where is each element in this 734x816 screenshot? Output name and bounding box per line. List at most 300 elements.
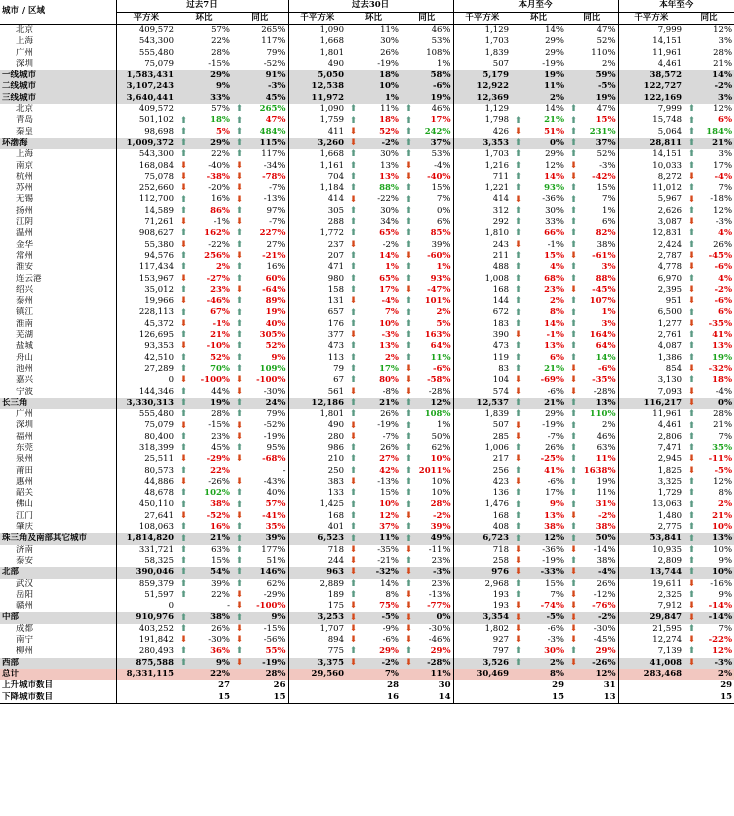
change-value: 1% xyxy=(602,205,616,216)
change-value: -58% xyxy=(427,375,451,386)
area-cell xyxy=(288,104,346,115)
arrow-up-icon: ⬆ xyxy=(404,646,413,657)
change-cell xyxy=(684,364,734,375)
area-cell xyxy=(453,409,511,420)
arrow-up-icon: ⬆ xyxy=(179,612,188,623)
area-cell xyxy=(116,454,176,465)
change-value: 36% xyxy=(210,646,230,657)
change-cell xyxy=(566,545,618,556)
area-value: 383 xyxy=(327,476,344,487)
change-cell xyxy=(176,353,232,364)
area-cell xyxy=(618,81,684,92)
area-cell xyxy=(618,161,684,172)
area-value: 280 xyxy=(327,431,344,442)
area-cell xyxy=(288,409,346,420)
area-value: 280,493 xyxy=(138,646,174,657)
change-value: -3% xyxy=(267,81,286,92)
change-value: 8% xyxy=(718,488,733,499)
change-cell xyxy=(566,285,618,296)
city-name: 池州 xyxy=(16,363,34,374)
area-value: 7,093 xyxy=(657,386,683,397)
arrow-up-icon: ⬆ xyxy=(687,623,696,634)
area-cell xyxy=(453,579,511,590)
change-value: 67% xyxy=(210,307,230,318)
city-name: 常州 xyxy=(16,250,34,261)
area-value: 75,079 xyxy=(144,420,174,431)
area-cell xyxy=(618,375,684,386)
area-cell xyxy=(116,262,176,273)
change-value: -19% xyxy=(263,431,286,442)
change-cell xyxy=(232,115,288,126)
change-cell xyxy=(401,93,453,104)
change-cell xyxy=(176,81,232,92)
area-cell xyxy=(116,420,176,431)
change-value: -33% xyxy=(540,567,565,578)
change-value: 47% xyxy=(596,25,616,35)
change-cell xyxy=(566,217,618,228)
area-value: 7,999 xyxy=(657,104,683,115)
change-cell xyxy=(566,590,618,601)
change-value: 23% xyxy=(210,284,230,295)
area-cell xyxy=(453,511,511,522)
change-cell xyxy=(401,364,453,375)
arrow-down-icon: ⬇ xyxy=(179,341,188,352)
change-value: 3% xyxy=(718,92,733,103)
change-value: 7% xyxy=(550,589,565,600)
arrow-up-icon: ⬆ xyxy=(569,126,578,137)
area-cell xyxy=(618,466,684,477)
change-cell xyxy=(401,228,453,239)
change-cell xyxy=(176,262,232,273)
arrow-up-icon: ⬆ xyxy=(404,341,413,352)
change-value: 21% xyxy=(210,330,230,341)
change-value: -4% xyxy=(434,160,451,171)
change-value: -16% xyxy=(710,578,733,589)
change-cell xyxy=(511,635,566,646)
area-value: 1,583,431 xyxy=(126,70,174,81)
change-cell xyxy=(401,387,453,398)
change-cell xyxy=(684,635,734,646)
arrow-down-icon: ⬇ xyxy=(235,375,244,386)
arrow-up-icon: ⬆ xyxy=(179,488,188,499)
area-value: 1,090 xyxy=(319,104,344,115)
change-cell xyxy=(566,522,618,533)
change-cell xyxy=(511,658,566,669)
arrow-up-icon: ⬆ xyxy=(404,352,413,363)
area-cell xyxy=(288,398,346,409)
change-cell xyxy=(176,70,232,81)
change-cell xyxy=(684,567,734,578)
change-cell xyxy=(176,590,232,601)
area-value: 4,461 xyxy=(657,58,683,69)
region-summary-row xyxy=(0,658,734,669)
area-value: 144,346 xyxy=(138,386,174,397)
area-value: 490 xyxy=(327,420,344,431)
city-name: 北京 xyxy=(16,104,34,115)
change-cell xyxy=(346,432,401,443)
area-value: 244 xyxy=(327,555,344,566)
change-cell xyxy=(684,658,734,669)
area-cell xyxy=(618,545,684,556)
change-value: -1% xyxy=(212,318,230,329)
area-value: 44,886 xyxy=(144,476,174,487)
area-value: 1,668 xyxy=(319,149,344,160)
arrow-up-icon: ⬆ xyxy=(179,126,188,137)
change-value: -18% xyxy=(710,194,733,205)
arrow-up-icon: ⬆ xyxy=(404,522,413,533)
area-cell xyxy=(453,138,511,149)
change-value: - xyxy=(227,601,230,612)
area-value: 408 xyxy=(492,522,510,533)
arrow-down-icon: ⬇ xyxy=(349,635,358,646)
change-value: 95% xyxy=(266,442,286,453)
change-cell xyxy=(346,567,401,578)
up-count-value: 29 xyxy=(720,680,733,691)
area-cell xyxy=(618,658,684,669)
change-value: 305% xyxy=(259,330,286,341)
area-value: 183 xyxy=(492,318,510,329)
area-value: 191,842 xyxy=(138,635,174,646)
change-value: -22% xyxy=(208,239,230,250)
area-cell xyxy=(618,59,684,70)
area-cell xyxy=(288,488,346,499)
change-value: -41% xyxy=(262,510,286,521)
change-cell xyxy=(176,149,232,160)
area-cell xyxy=(618,115,684,126)
area-cell xyxy=(618,217,684,228)
change-cell xyxy=(401,454,453,465)
change-value: 21% xyxy=(210,533,230,544)
arrow-down-icon: ⬇ xyxy=(687,172,696,182)
change-cell xyxy=(401,353,453,364)
change-value: 42% xyxy=(379,465,399,476)
change-cell xyxy=(346,307,401,318)
city-name: 泰安 xyxy=(16,555,34,566)
change-cell xyxy=(684,556,734,567)
arrow-down-icon: ⬇ xyxy=(514,420,523,431)
area-value: 98,698 xyxy=(144,126,174,137)
change-value: 39% xyxy=(430,522,451,533)
area-value: 409,572 xyxy=(138,104,174,115)
change-value: -13% xyxy=(377,476,399,487)
change-value: 37% xyxy=(379,522,399,533)
change-value: -74% xyxy=(540,601,565,612)
change-value: 107% xyxy=(589,296,616,307)
change-cell xyxy=(232,228,288,239)
arrow-down-icon: ⬇ xyxy=(349,556,358,567)
area-value: 980 xyxy=(327,273,344,284)
city-name: 连云港 xyxy=(16,273,42,284)
city-row xyxy=(0,296,734,307)
up-count-value: 31 xyxy=(603,680,616,691)
change-cell xyxy=(232,420,288,431)
area-cell xyxy=(288,183,346,194)
change-cell xyxy=(684,262,734,273)
area-cell xyxy=(618,48,684,59)
change-cell xyxy=(176,217,232,228)
change-cell xyxy=(176,296,232,307)
city-row xyxy=(0,375,734,386)
area-cell xyxy=(453,25,511,37)
change-cell xyxy=(511,341,566,352)
arrow-up-icon: ⬆ xyxy=(179,522,188,533)
city-name: 泉州 xyxy=(16,454,34,465)
arrow-up-icon: ⬆ xyxy=(687,567,696,578)
area-value: 12,537 xyxy=(476,397,510,408)
arrow-up-icon: ⬆ xyxy=(235,533,244,544)
change-cell xyxy=(401,262,453,273)
arrow-up-icon: ⬆ xyxy=(349,341,358,352)
change-value: 184% xyxy=(706,126,733,137)
change-value: 89% xyxy=(265,296,286,307)
arrow-up-icon: ⬆ xyxy=(349,510,358,521)
arrow-up-icon: ⬆ xyxy=(404,443,413,454)
arrow-up-icon: ⬆ xyxy=(514,409,523,420)
change-value: 162% xyxy=(204,228,230,239)
change-value: 29% xyxy=(545,409,565,420)
area-cell xyxy=(116,240,176,251)
area-value: 8,331,115 xyxy=(126,668,174,679)
change-value: 29% xyxy=(595,646,616,657)
arrow-up-icon: ⬆ xyxy=(179,115,188,126)
change-value: 26% xyxy=(380,47,399,58)
change-value: 85% xyxy=(430,228,451,239)
change-cell xyxy=(232,579,288,590)
arrow-up-icon: ⬆ xyxy=(235,341,244,352)
area-value: 7,912 xyxy=(657,601,683,612)
change-cell xyxy=(401,81,453,92)
area-cell xyxy=(453,330,511,341)
arrow-down-icon: ⬇ xyxy=(569,567,578,578)
change-value: -36% xyxy=(542,194,565,205)
area-value: 27,641 xyxy=(144,510,174,521)
arrow-down-icon: ⬇ xyxy=(235,431,244,442)
change-value: 39% xyxy=(431,239,451,250)
arrow-up-icon: ⬆ xyxy=(349,364,358,375)
area-value: 1,216 xyxy=(484,160,510,171)
header-col-mom: 环比 xyxy=(176,12,232,25)
area-cell xyxy=(453,353,511,364)
change-value: 23% xyxy=(211,431,230,442)
area-value: 14,151 xyxy=(652,149,683,160)
change-value: 22% xyxy=(210,465,230,476)
arrow-up-icon: ⬆ xyxy=(569,194,578,205)
area-cell xyxy=(453,341,511,352)
area-cell xyxy=(453,296,511,307)
city-name: 莆田 xyxy=(16,465,34,476)
arrow-up-icon: ⬆ xyxy=(179,533,188,544)
change-value: 52% xyxy=(265,341,286,352)
city-name: 深圳 xyxy=(16,420,34,431)
change-cell xyxy=(232,296,288,307)
change-value: 1638% xyxy=(583,465,616,476)
arrow-down-icon: ⬇ xyxy=(514,601,523,612)
arrow-down-icon: ⬇ xyxy=(514,635,523,646)
change-value: -30% xyxy=(428,623,451,634)
change-value: 484% xyxy=(259,126,286,137)
area-value: 1,277 xyxy=(657,318,683,329)
arrow-up-icon: ⬆ xyxy=(514,510,523,521)
arrow-down-icon: ⬇ xyxy=(349,623,358,634)
change-value: 17% xyxy=(379,363,399,374)
arrow-up-icon: ⬆ xyxy=(349,375,358,386)
area-cell xyxy=(116,138,176,149)
arrow-up-icon: ⬆ xyxy=(179,578,188,589)
change-cell xyxy=(232,488,288,499)
area-cell xyxy=(288,36,346,47)
change-cell xyxy=(566,48,618,59)
arrow-down-icon: ⬇ xyxy=(404,612,413,623)
area-cell xyxy=(116,48,176,59)
change-cell xyxy=(176,646,232,657)
city-name: 二线城市 xyxy=(0,81,116,92)
area-cell xyxy=(453,70,511,81)
change-cell xyxy=(684,251,734,262)
change-cell xyxy=(346,658,401,669)
change-cell xyxy=(232,138,288,149)
arrow-up-icon: ⬆ xyxy=(235,307,244,318)
area-cell xyxy=(618,443,684,454)
city-row xyxy=(0,522,734,533)
arrow-up-icon: ⬆ xyxy=(235,499,244,510)
header-col-area: 平方米 xyxy=(116,12,176,25)
change-value: 63% xyxy=(211,544,230,555)
area-value: 1,707 xyxy=(319,623,344,634)
area-cell xyxy=(618,307,684,318)
arrow-down-icon: ⬇ xyxy=(514,623,523,634)
arrow-up-icon: ⬆ xyxy=(569,273,578,284)
change-cell xyxy=(346,36,401,47)
arrow-up-icon: ⬆ xyxy=(235,262,244,273)
city-name: 北部 xyxy=(0,567,116,578)
arrow-up-icon: ⬆ xyxy=(404,228,413,239)
change-cell xyxy=(232,545,288,556)
arrow-down-icon: ⬇ xyxy=(687,601,696,612)
change-cell xyxy=(176,556,232,567)
arrow-down-icon: ⬇ xyxy=(569,544,578,555)
change-cell xyxy=(684,25,734,37)
change-value: 64% xyxy=(430,341,451,352)
area-cell xyxy=(116,533,176,544)
area-value: 7,999 xyxy=(657,25,683,35)
area-value: 38,572 xyxy=(649,70,683,81)
arrow-up-icon: ⬆ xyxy=(235,352,244,363)
change-cell xyxy=(401,217,453,228)
city-name: 珠三角及南部其它城市 xyxy=(0,533,116,544)
area-value: 1,810 xyxy=(484,228,510,239)
change-cell xyxy=(511,59,566,70)
change-cell xyxy=(566,669,618,680)
arrow-up-icon: ⬆ xyxy=(235,646,244,657)
change-value: 110% xyxy=(589,409,616,420)
city-row xyxy=(0,601,734,612)
change-value: -60% xyxy=(427,250,451,261)
change-value: -19% xyxy=(542,58,565,69)
change-cell xyxy=(176,567,232,578)
change-cell xyxy=(232,454,288,465)
change-value: 19% xyxy=(595,92,616,103)
arrow-down-icon: ⬇ xyxy=(349,330,358,341)
change-cell xyxy=(176,545,232,556)
arrow-up-icon: ⬆ xyxy=(687,138,696,149)
change-cell xyxy=(232,240,288,251)
change-value: 52% xyxy=(596,149,616,160)
change-value: 7% xyxy=(718,431,733,442)
area-value: 490 xyxy=(327,58,344,69)
arrow-up-icon: ⬆ xyxy=(687,488,696,499)
arrow-down-icon: ⬇ xyxy=(349,386,358,397)
arrow-down-icon: ⬇ xyxy=(179,635,188,646)
arrow-up-icon: ⬆ xyxy=(235,522,244,533)
city-row xyxy=(0,545,734,556)
area-value: 986 xyxy=(327,442,344,453)
area-value: 53,841 xyxy=(649,533,683,544)
city-name: 广州 xyxy=(16,47,34,58)
area-value: 27,289 xyxy=(144,363,174,374)
area-cell xyxy=(116,59,176,70)
city-row xyxy=(0,579,734,590)
arrow-down-icon: ⬇ xyxy=(235,217,244,228)
area-value: 144 xyxy=(492,296,510,307)
area-cell xyxy=(116,36,176,47)
change-cell xyxy=(684,138,734,149)
change-cell xyxy=(176,579,232,590)
area-cell xyxy=(618,285,684,296)
area-value: 775 xyxy=(327,646,344,657)
arrow-up-icon: ⬆ xyxy=(404,194,413,205)
area-cell xyxy=(453,669,511,680)
change-value: 21% xyxy=(544,115,565,126)
change-cell xyxy=(401,36,453,47)
change-value: 164% xyxy=(589,330,616,341)
area-cell xyxy=(116,511,176,522)
city-row xyxy=(0,387,734,398)
area-value: 0 xyxy=(168,601,174,612)
change-cell xyxy=(346,420,401,431)
area-value: 10,033 xyxy=(652,160,683,171)
city-name: 南京 xyxy=(16,160,34,171)
arrow-down-icon: ⬇ xyxy=(569,635,578,646)
change-cell xyxy=(232,93,288,104)
change-cell xyxy=(346,488,401,499)
area-value: 423 xyxy=(492,476,510,487)
change-cell xyxy=(401,432,453,443)
area-cell xyxy=(116,172,176,183)
change-cell xyxy=(346,522,401,533)
change-value: 12% xyxy=(545,160,565,171)
change-cell xyxy=(401,398,453,409)
arrow-down-icon: ⬇ xyxy=(569,172,578,182)
down-count-value: 15 xyxy=(232,692,288,704)
arrow-down-icon: ⬇ xyxy=(687,296,696,307)
city-row xyxy=(0,341,734,352)
change-value: 11% xyxy=(430,668,451,679)
change-cell xyxy=(346,398,401,409)
city-name: 成都 xyxy=(16,623,34,634)
area-value: 45,372 xyxy=(144,318,174,329)
change-cell xyxy=(232,330,288,341)
area-value: 797 xyxy=(492,646,510,657)
arrow-up-icon: ⬆ xyxy=(404,454,413,465)
arrow-up-icon: ⬆ xyxy=(569,488,578,499)
area-value: 711 xyxy=(492,171,510,182)
area-cell xyxy=(618,104,684,115)
area-cell xyxy=(288,194,346,205)
region-summary-row xyxy=(0,81,734,92)
region-summary-row xyxy=(0,612,734,623)
change-cell xyxy=(684,93,734,104)
change-cell xyxy=(684,115,734,126)
